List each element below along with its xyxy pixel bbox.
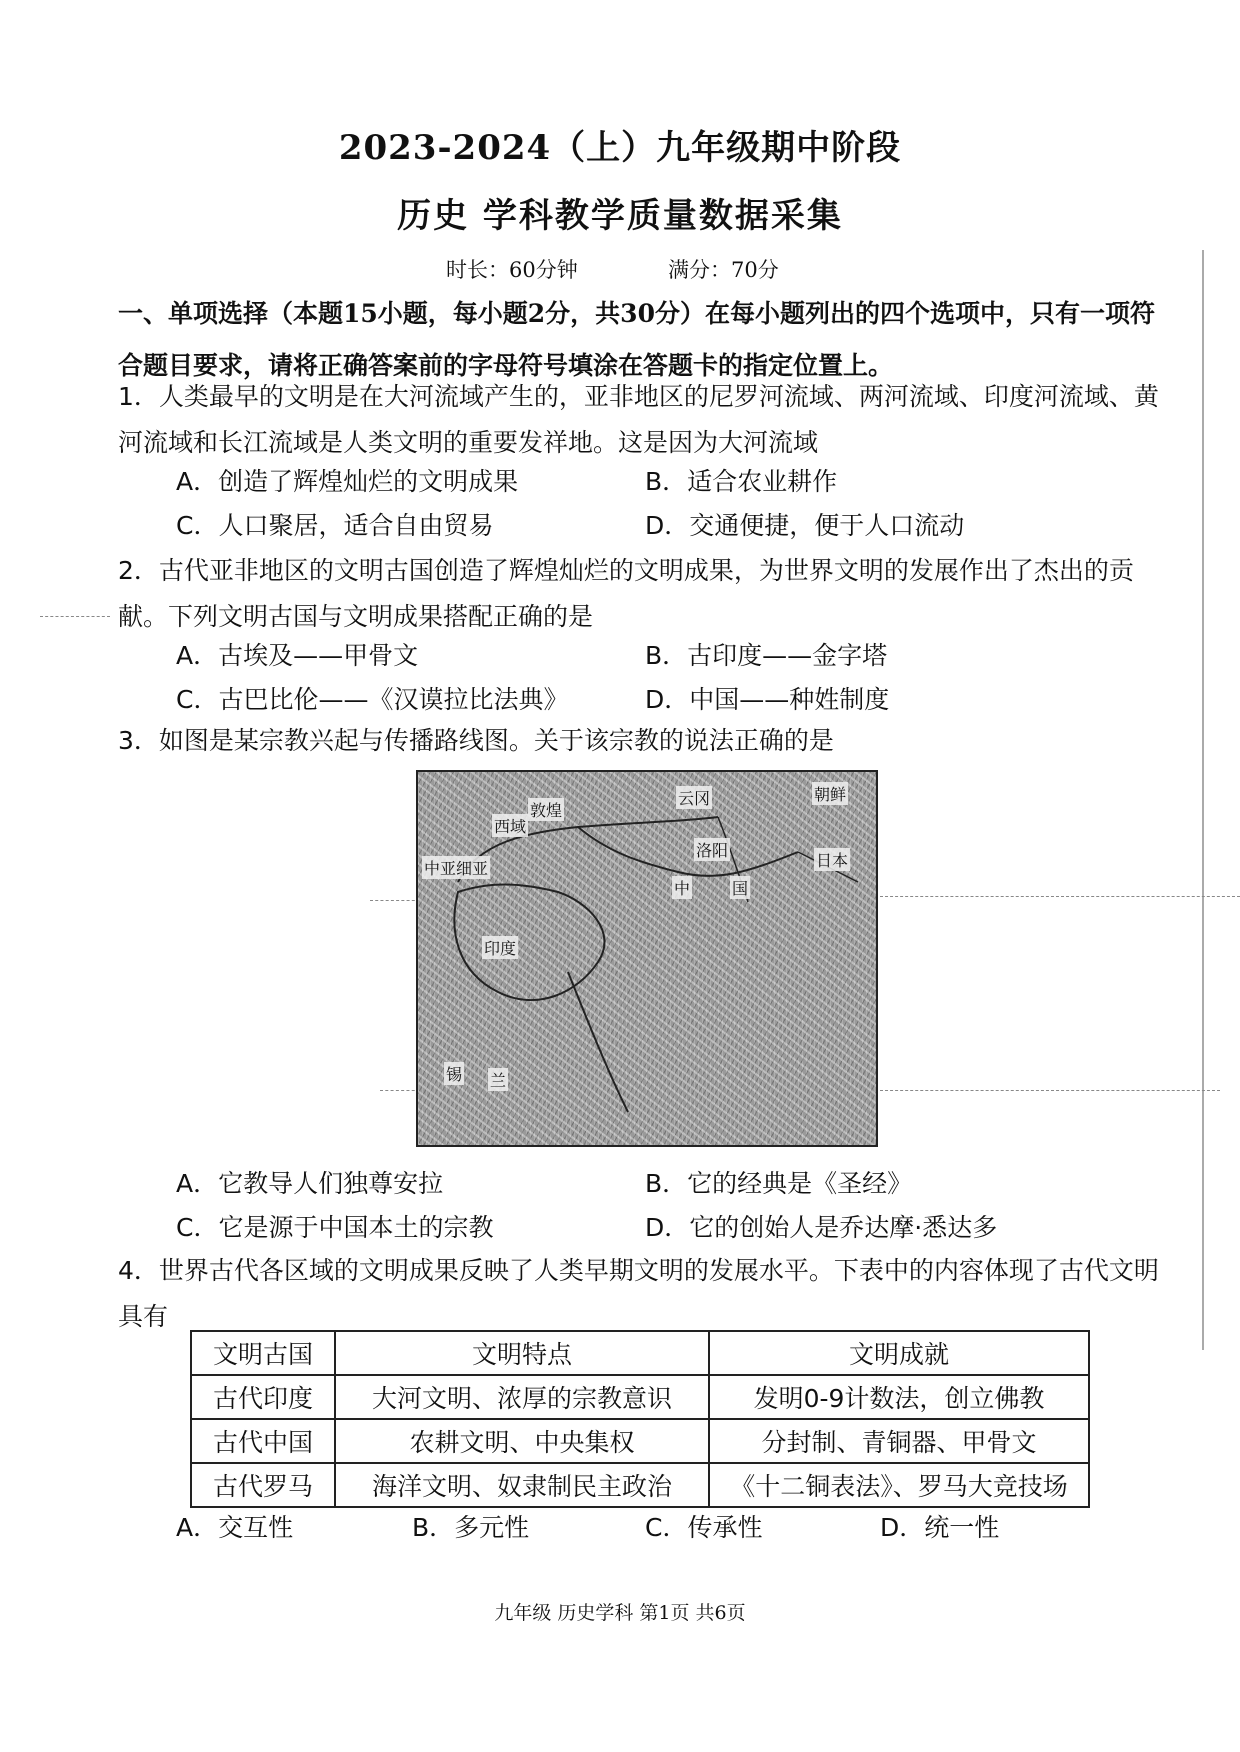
question-2-stem: 2．古代亚非地区的文明古国创造了辉煌灿烂的文明成果，为世界文明的发展作出了杰出的贡献。下列文明古国与文明成果搭配正确的是 — [118, 556, 1134, 631]
question-1-option-c[interactable]: C．人口聚居，适合自由贸易 — [176, 511, 494, 540]
table-cell: 古代印度 — [191, 1375, 335, 1419]
question-2-option-b[interactable]: B．古印度——金字塔 — [645, 641, 888, 670]
table-row — [191, 1463, 1089, 1507]
map-label-yungang: 云冈 — [676, 786, 712, 809]
table-header-cell: 文明古国 — [191, 1331, 335, 1375]
map-label-dunhuang: 敦煌 — [528, 798, 564, 821]
exam-title: 2023-2024（上）九年级期中阶段 — [338, 128, 902, 168]
question-4-stem: 4．世界古代各区域的文明成果反映了人类早期文明的发展水平。下表中的内容体现了古代文明具有 — [118, 1256, 1159, 1331]
question-2-option-a[interactable]: A．古埃及——甲骨文 — [176, 641, 419, 670]
table-row — [191, 1419, 1089, 1463]
section-heading: 一、单项选择（本题15小题，每小题2分，共30分）在每小题列出的四个选项中，只有一项符合题目要求，请将正确答案前的字母符号填涂在答题卡的指定位置上。 — [118, 299, 1155, 380]
map-label-lan: 兰 — [488, 1068, 508, 1091]
scan-dash-line — [370, 900, 420, 901]
table-cell: 古代罗马 — [191, 1463, 335, 1507]
question-1-option-a[interactable]: A．创造了辉煌灿烂的文明成果 — [176, 467, 519, 496]
question-4-option-d[interactable]: D．统一性 — [880, 1513, 1000, 1542]
map-label-korea: 朝鲜 — [812, 782, 848, 805]
exam-full-score: 满分：70分 — [668, 258, 779, 282]
question-2-option-c[interactable]: C．古巴比伦——《汉谟拉比法典》 — [176, 685, 569, 714]
table-cell: 发明0-9计数法，创立佛教 — [709, 1375, 1089, 1419]
exam-subtitle: 历史 学科教学质量数据采集 — [397, 196, 843, 236]
question-3-stem: 3．如图是某宗教兴起与传播路线图。关于该宗教的说法正确的是 — [118, 726, 834, 755]
table-cell: 海洋文明、奴隶制民主政治 — [335, 1463, 709, 1507]
map-label-luoyang: 洛阳 — [694, 838, 730, 861]
table-cell: 古代中国 — [191, 1419, 335, 1463]
question-4-option-c[interactable]: C．传承性 — [645, 1513, 763, 1542]
map-label-japan: 日本 — [814, 848, 850, 871]
page-footer: 九年级 历史学科 第1页 共6页 — [494, 1602, 746, 1624]
religion-spread-map — [416, 770, 878, 1147]
question-4-option-b[interactable]: B．多元性 — [412, 1513, 530, 1542]
map-label-xi: 锡 — [444, 1062, 464, 1085]
question-4-option-a[interactable]: A．交互性 — [176, 1513, 294, 1542]
scan-dash-line — [380, 1090, 420, 1091]
map-label-guo: 国 — [730, 876, 750, 899]
map-label-zhong: 中 — [672, 876, 692, 899]
table-cell: 分封制、青铜器、甲骨文 — [709, 1419, 1089, 1463]
question-3-option-d[interactable]: D．它的创始人是乔达摩·悉达多 — [645, 1213, 998, 1242]
scan-dash-line — [40, 616, 110, 617]
table-cell: 《十二铜表法》、罗马大竞技场 — [709, 1463, 1089, 1507]
table-header-row — [191, 1331, 1089, 1375]
civilization-table — [190, 1330, 1090, 1508]
question-3-option-a[interactable]: A．它教导人们独尊安拉 — [176, 1169, 444, 1198]
question-1-option-b[interactable]: B．适合农业耕作 — [645, 467, 838, 496]
map-label-central-asia: 中亚细亚 — [422, 856, 490, 879]
table-header-cell: 文明成就 — [709, 1331, 1089, 1375]
question-1-stem: 1．人类最早的文明是在大河流域产生的，亚非地区的尼罗河流域、两河流域、印度河流域、黄河流域和长江流域是人类文明的重要发祥地。这是因为大河流域 — [118, 382, 1159, 457]
question-3-option-c[interactable]: C．它是源于中国本土的宗教 — [176, 1213, 494, 1242]
table-row — [191, 1375, 1089, 1419]
scan-dash-line — [880, 896, 1240, 897]
question-1-option-d[interactable]: D．交通便捷，便于人口流动 — [645, 511, 965, 540]
table-header-cell: 文明特点 — [335, 1331, 709, 1375]
exam-duration: 时长：60分钟 — [446, 258, 578, 282]
question-2-option-d[interactable]: D．中国——种姓制度 — [645, 685, 890, 714]
scan-dash-line — [880, 1090, 1220, 1091]
table-cell: 大河文明、浓厚的宗教意识 — [335, 1375, 709, 1419]
map-label-xiyu: 西域 — [492, 814, 528, 837]
scan-edge-line — [1202, 250, 1204, 1350]
map-label-india: 印度 — [482, 936, 518, 959]
table-cell: 农耕文明、中央集权 — [335, 1419, 709, 1463]
question-3-option-b[interactable]: B．它的经典是《圣经》 — [645, 1169, 913, 1198]
